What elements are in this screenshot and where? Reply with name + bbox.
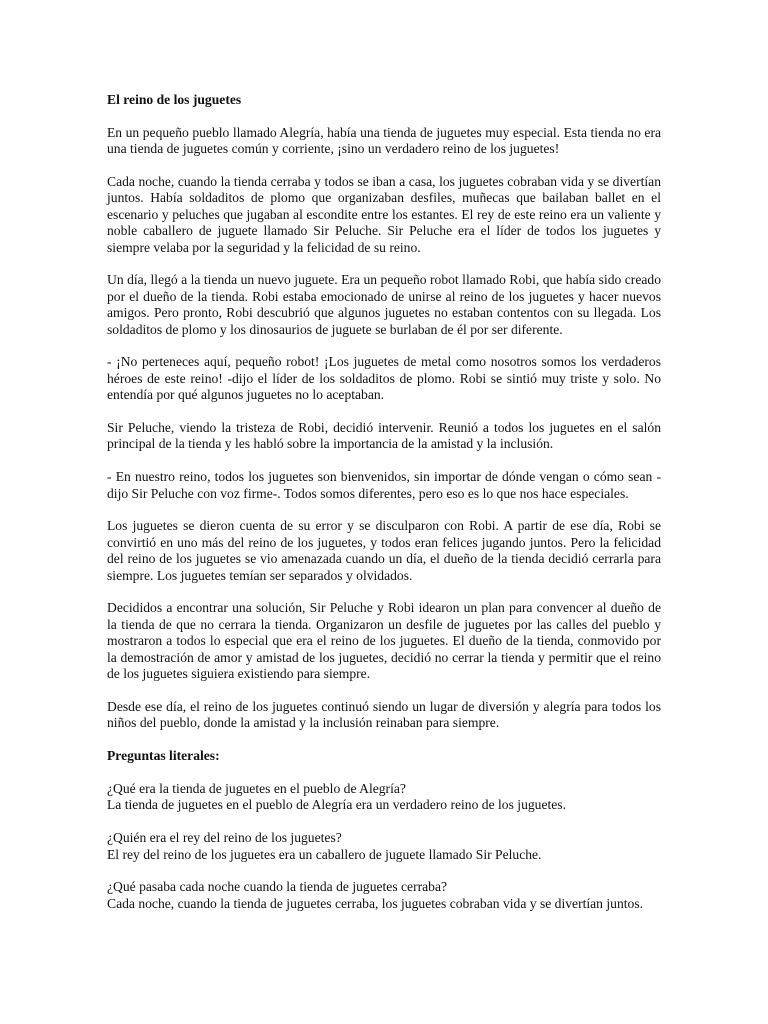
paragraph: Decididos a encontrar una solución, Sir Peluche y Robi idearon un plan para convencer al dueño de la tienda de que no cerrara la tienda. Organizaron un desfile de juguetes por las calles del pueblo y mostraron a todos lo especial que era el reino de los juguetes. El dueño de la tienda, conmovido por la demostración de amor y amistad de los juguetes, decidió no cerrar la tienda y permitir que el reino de los juguetes siguiera existiendo para siempre. xyxy=(107,600,661,682)
answer-text: La tienda de juguetes en el pueblo de Alegría era un verdadero reino de los juguetes. xyxy=(107,797,566,813)
paragraph: Un día, llegó a la tienda un nuevo juguete. Era un pequeño robot llamado Robi, que había sido creado por el dueño de la tienda. Robi estaba emocionado de unirse al reino de los juguetes y hacer nuevos amigos. Pero pronto, Robi descubrió que algunos juguetes no estaban contentos con su llegada. Los soldaditos de plomo y los dinosaurios de juguete se burlaban de él por ser diferente. xyxy=(107,272,661,337)
question-answer-block xyxy=(107,781,661,814)
document-title: El reino de los juguetes xyxy=(107,92,242,107)
question-text: ¿Qué pasaba cada noche cuando la tienda de juguetes cerraba? xyxy=(107,879,448,895)
questions-heading: Preguntas literales: xyxy=(107,748,220,764)
document-page xyxy=(107,92,661,929)
paragraph: - En nuestro reino, todos los juguetes son bienvenidos, sin importar de dónde vengan o cómo sean - dijo Sir Peluche con voz firme-. Todos somos diferentes, pero eso es lo que nos hace especiales. xyxy=(107,469,661,501)
paragraph: Cada noche, cuando la tienda cerraba y todos se iban a casa, los juguetes cobraban vida y se divertían juntos. Había soldaditos de plomo que organizaban desfiles, muñecas que bailaban ballet en el escenario y peluches que jugaban al escondite entre los estantes. El rey de este reino era un valiente y noble caballero de juguete llamado Sir Peluche. Sir Peluche era el líder de todos los juguetes y siempre velaba por la seguridad y la felicidad de su reino. xyxy=(107,174,661,255)
question-answer-block xyxy=(107,830,661,863)
paragraph: Sir Peluche, viendo la tristeza de Robi, decidió intervenir. Reunió a todos los juguetes en el salón principal de la tienda y les habló sobre la importancia de la amistad y la inclusión. xyxy=(107,420,661,452)
paragraph: Desde ese día, el reino de los juguetes continuó siendo un lugar de diversión y alegría para todos los niños del pueblo, donde la amistad y la inclusión reinaban para siempre. xyxy=(107,698,661,731)
paragraph: En un pequeño pueblo llamado Alegría, había una tienda de juguetes muy especial. Esta tienda no era una tienda de juguetes común y corriente, ¡sino un verdadero reino de los juguetes! xyxy=(107,124,661,157)
question-answer-block xyxy=(107,879,661,912)
answer-text: Cada noche, cuando la tienda de juguetes cerraba, los juguetes cobraban vida y se divertían juntos. xyxy=(107,895,644,911)
paragraph: - ¡No perteneces aquí, pequeño robot! ¡Los juguetes de metal como nosotros somos los verdaderos héroes de este reino! -dijo el líder de los soldaditos de plomo. Robi se sintió muy triste y solo. No entendía por qué algunos juguetes no lo aceptaban. xyxy=(107,354,661,403)
answer-text: El rey del reino de los juguetes era un caballero de juguete llamado Sir Peluche. xyxy=(107,846,542,862)
question-text: ¿Quién era el rey del reino de los juguetes? xyxy=(107,830,342,846)
question-text: ¿Qué era la tienda de juguetes en el pueblo de Alegría? xyxy=(107,780,406,796)
paragraph: Los juguetes se dieron cuenta de su error y se disculparon con Robi. A partir de ese día, Robi se convirtió en uno más del reino de los juguetes, y todos eran felices jugando juntos. Pero la felicidad del reino de los juguetes se vio amenazada cuando un día, el dueño de la tienda decidió cerrarla para siempre. Los juguetes temían ser separados y olvidados. xyxy=(107,518,661,583)
